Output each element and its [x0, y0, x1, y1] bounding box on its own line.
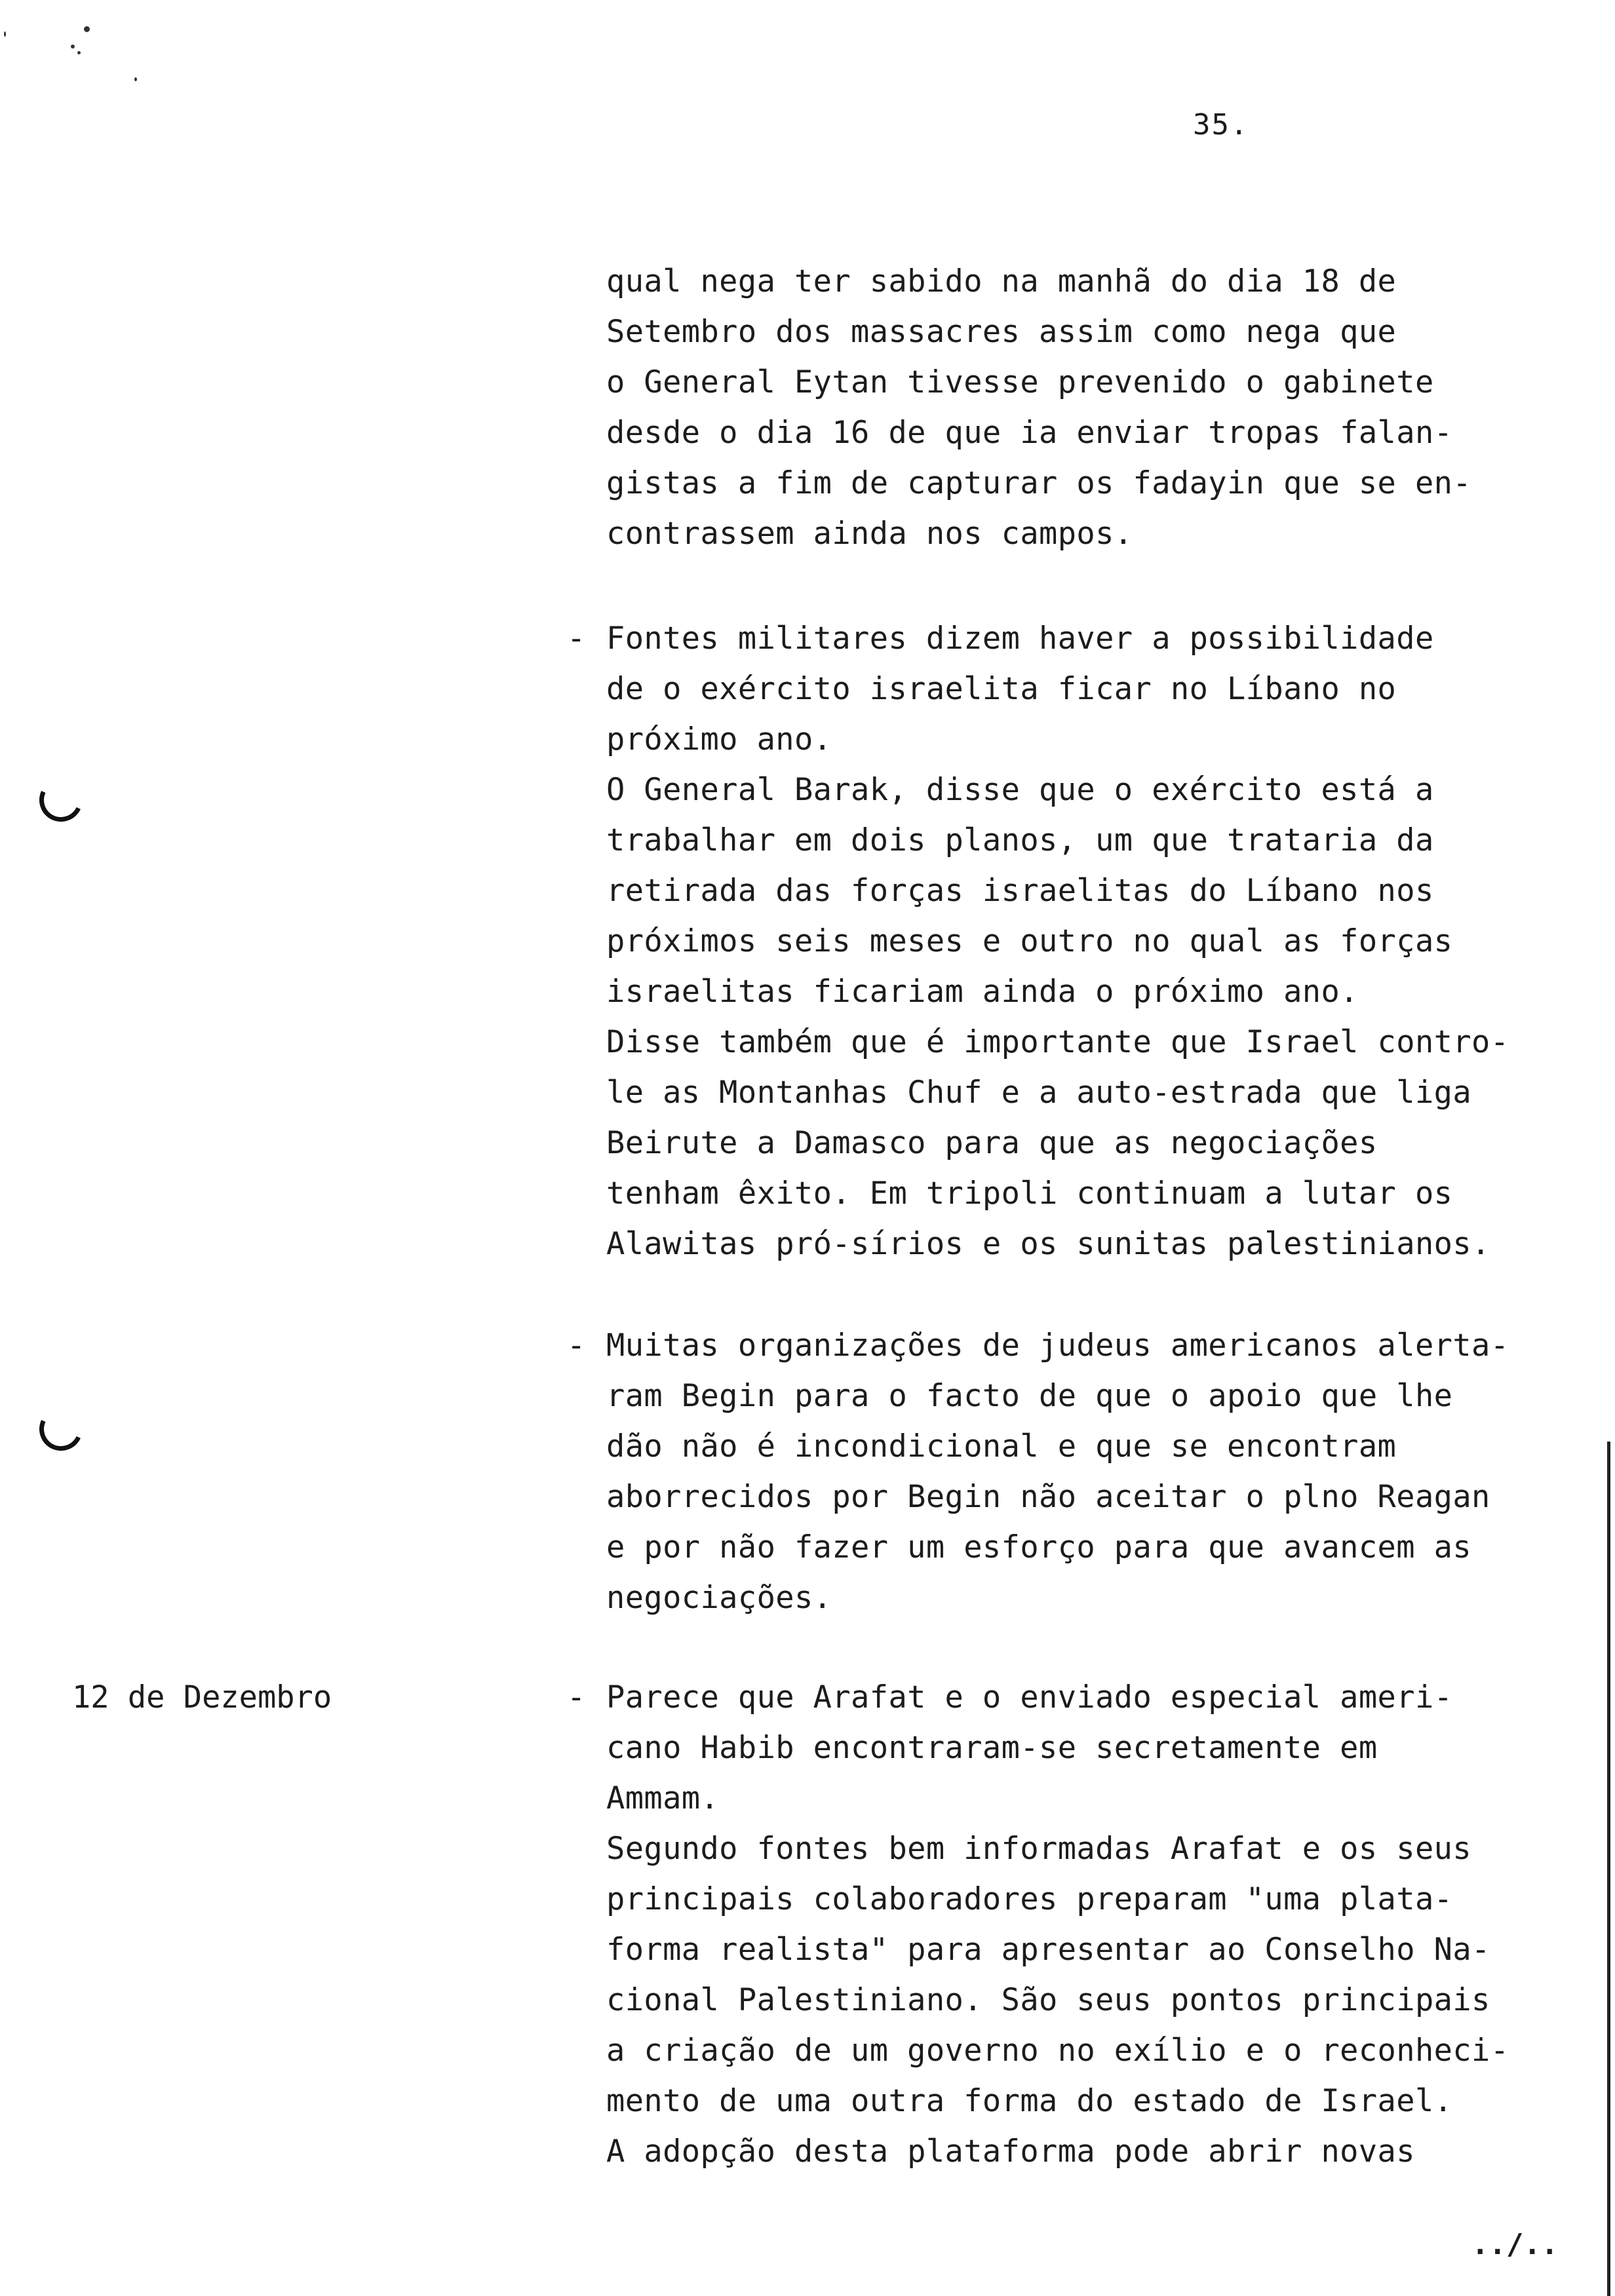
text-line: próximos seis meses e outro no qual as forças [606, 923, 1453, 959]
bullet-dash: - [567, 1328, 586, 1364]
paragraph-intro [606, 256, 1563, 559]
paragraph-organizations [567, 1320, 1563, 1623]
paragraph-military [567, 613, 1563, 1269]
continuation-marker: ../.. [1471, 2228, 1559, 2261]
text-line: Fontes militares dizem haver a possibilidade [606, 621, 1434, 657]
text-line: e por não fazer um esforço para que avancem as [606, 1529, 1472, 1565]
text-line: Ammam. [606, 1780, 720, 1816]
text-line: próximo ano. [606, 721, 832, 757]
text-line: gistas a fim de capturar os fadayin que se en- [606, 465, 1472, 501]
punch-hole [33, 1402, 89, 1457]
text-line: cional Palestiniano. São seus pontos principais [606, 1982, 1490, 2018]
text-line: mento de uma outra forma do estado de Israel. [606, 2083, 1453, 2119]
text-line: Muitas organizações de judeus americanos alerta- [606, 1328, 1509, 1364]
text-line: negociações. [606, 1580, 832, 1616]
paragraph-arafat [567, 1672, 1563, 2177]
bullet-dash: - [567, 1679, 586, 1715]
page-number: 35. [1193, 108, 1249, 142]
text-line: ram Begin para o facto de que o apoio que lhe [606, 1378, 1453, 1414]
scan-speck [134, 77, 137, 81]
text-line: a criação de um governo no exílio e o reconheci- [606, 2033, 1509, 2069]
date-label: 12 de Dezembro [72, 1679, 332, 1715]
text-line: de o exército israelita ficar no Líbano no [606, 671, 1397, 707]
text-line: cano Habib encontraram-se secretamente em [606, 1730, 1378, 1766]
text-line: aborrecidos por Begin não aceitar o plno Reagan [606, 1479, 1490, 1515]
text-line: Alawitas pró-sírios e os sunitas palestinianos. [606, 1226, 1490, 1262]
text-line: tenham êxito. Em tripoli continuam a lutar os [606, 1176, 1453, 1212]
text-line: Beirute a Damasco para que as negociações [606, 1125, 1378, 1161]
text-line: trabalhar em dois planos, um que trataria da [606, 822, 1434, 858]
scan-speck [71, 45, 75, 48]
text-line: A adopção desta plataforma pode abrir novas [606, 2133, 1415, 2170]
bullet-dash: - [567, 621, 586, 657]
page-edge [1607, 1442, 1610, 2296]
text-line: Segundo fontes bem informadas Arafat e os seus [606, 1831, 1472, 1867]
scan-speck [84, 26, 90, 32]
scan-speck [77, 51, 81, 54]
text-line: Disse também que é importante que Israel contro- [606, 1024, 1509, 1060]
text-line: o General Eytan tivesse prevenido o gabinete [606, 364, 1434, 400]
text-line: O General Barak, disse que o exército está a [606, 772, 1434, 808]
text-line: contrassem ainda nos campos. [606, 516, 1133, 552]
scan-speck [4, 31, 6, 37]
text-line: dão não é incondicional e que se encontram [606, 1428, 1397, 1464]
text-line: retirada das forças israelitas do Líbano nos [606, 873, 1434, 909]
text-line: forma realista" para apresentar ao Conselho Na- [606, 1932, 1490, 1968]
text-line: Setembro dos massacres assim como nega que [606, 314, 1397, 350]
text-line: le as Montanhas Chuf e a auto-estrada que liga [606, 1075, 1472, 1111]
text-line: desde o dia 16 de que ia enviar tropas falan- [606, 415, 1453, 451]
text-line: principais colaboradores preparam "uma plata- [606, 1881, 1453, 1917]
text-line: Parece que Arafat e o enviado especial ameri- [606, 1679, 1453, 1715]
text-line: israelitas ficariam ainda o próximo ano. [606, 974, 1359, 1010]
punch-hole [33, 773, 89, 828]
text-line: qual nega ter sabido na manhã do dia 18 de [606, 263, 1397, 299]
